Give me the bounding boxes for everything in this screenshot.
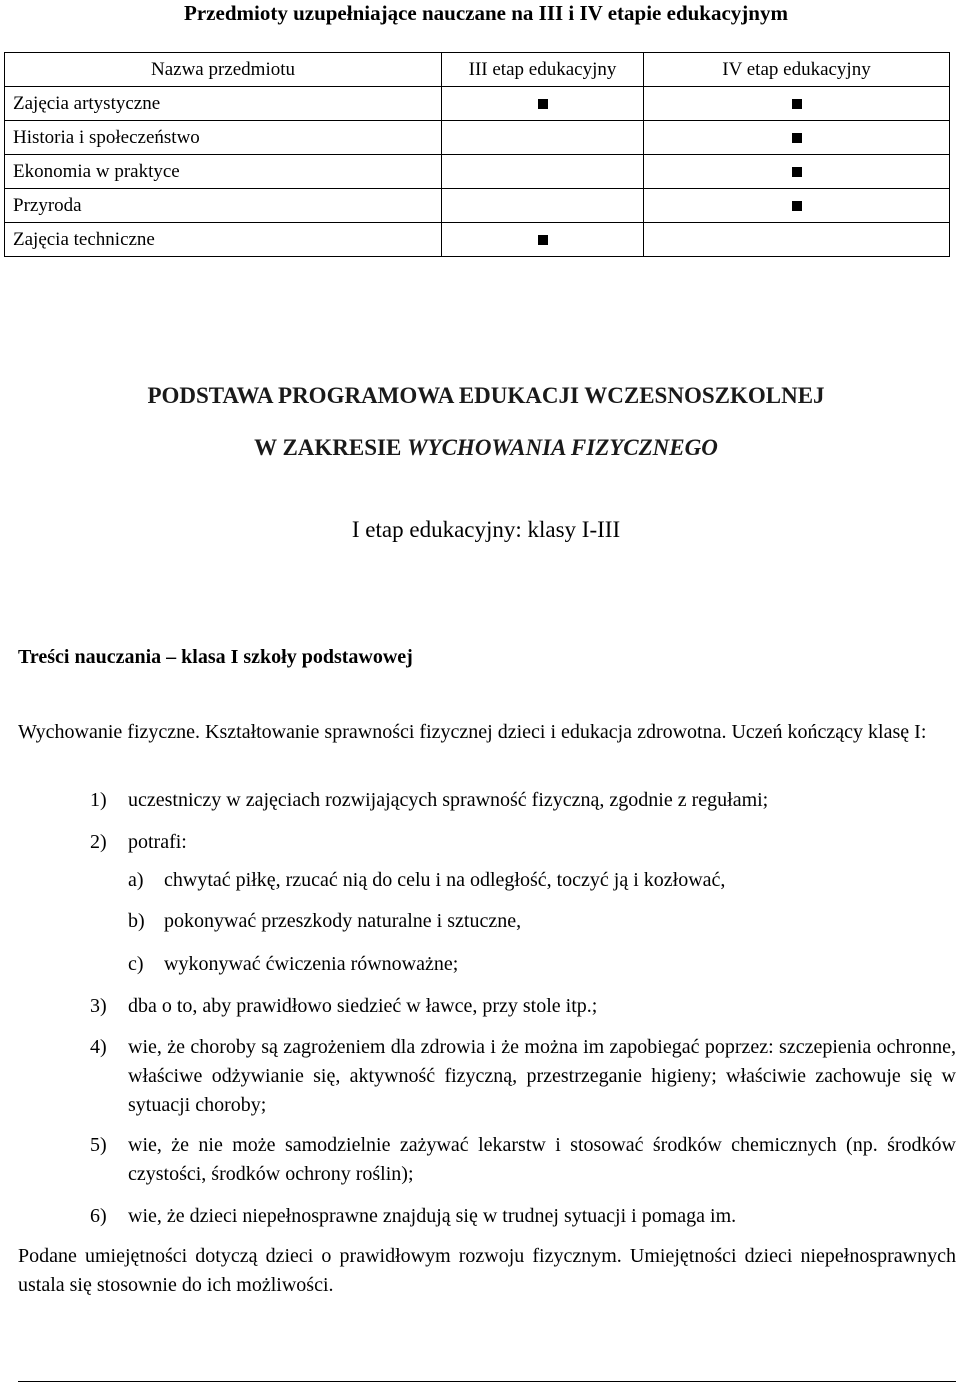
stage-3-cell xyxy=(442,223,644,257)
stage-4-cell xyxy=(644,155,950,189)
sub-list-letter: a) xyxy=(128,869,144,891)
list-number: 2) xyxy=(90,831,107,853)
sub-list-text: wykonywać ćwiczenia równoważne; xyxy=(164,953,459,975)
subject-name: Historia i społeczeństwo xyxy=(5,121,442,155)
header-subject: Nazwa przedmiotu xyxy=(5,53,442,87)
list-number: 5) xyxy=(90,1134,107,1156)
list-number: 1) xyxy=(90,789,107,811)
square-bullet-icon xyxy=(792,167,802,177)
heading-italic: WYCHOWANIA FIZYCZNEGO xyxy=(407,435,718,460)
square-bullet-icon xyxy=(792,201,802,211)
stage-3-cell xyxy=(442,155,644,189)
stage-3-cell xyxy=(442,189,644,223)
subjects-table xyxy=(4,52,950,257)
list-text: wie, że nie może samodzielnie zażywać lekarstw i stosować środków chemicznych (np. środków czystości, środków ochrony roślin); xyxy=(128,1134,956,1185)
list-item xyxy=(90,786,956,815)
list-text: wie, że choroby są zagrożeniem dla zdrowia i że można im zapobiegać poprzez: szczepienia ochronne, właściwe odżywianie się, aktywność fizyczną, przestrzeganie higieny; właściwie zachowuje się w sytuacji choroby; xyxy=(128,1036,956,1116)
sub-list-letter: b) xyxy=(128,910,145,932)
stage-4-cell xyxy=(644,189,950,223)
list-number: 3) xyxy=(90,995,107,1017)
list-text: wie, że dzieci niepełnosprawne znajdują się w trudnej sytuacji i pomaga im. xyxy=(128,1205,737,1227)
table-row xyxy=(5,121,950,155)
square-bullet-icon xyxy=(792,99,802,109)
list-text: dba o to, aby prawidłowo siedzieć w ławce, przy stole itp.; xyxy=(128,995,598,1017)
main-heading-line-2 xyxy=(0,434,960,462)
table-header-row xyxy=(5,53,950,87)
stage-4-cell xyxy=(644,87,950,121)
list-text: uczestniczy w zajęciach rozwijających sprawność fizyczną, zgodnie z regułami; xyxy=(128,789,769,811)
sub-list-text: chwytać piłkę, rzucać nią do celu i na odległość, toczyć ją i kozłować, xyxy=(164,869,726,891)
stage-4-cell xyxy=(644,121,950,155)
subject-name: Zajęcia artystyczne xyxy=(5,87,442,121)
subject-name: Przyroda xyxy=(5,189,442,223)
list-item xyxy=(90,992,956,1021)
stage-4-cell xyxy=(644,223,950,257)
list-number: 6) xyxy=(90,1205,107,1227)
sub-list-text: pokonywać przeszkody naturalne i sztuczne, xyxy=(164,910,522,932)
square-bullet-icon xyxy=(538,99,548,109)
header-stage-3: III etap edukacyjny xyxy=(442,53,644,87)
sub-list-item xyxy=(128,950,956,979)
header-stage-4: IV etap edukacyjny xyxy=(644,53,950,87)
list-number: 4) xyxy=(90,1036,107,1058)
sub-list-item xyxy=(128,907,956,936)
list-item xyxy=(90,1202,956,1231)
sub-list-item xyxy=(128,866,956,895)
table-row xyxy=(5,155,950,189)
heading-prefix: W ZAKRESIE xyxy=(254,435,408,460)
list-item xyxy=(90,828,956,857)
list-item xyxy=(90,1131,956,1189)
sub-list-letter: c) xyxy=(128,953,144,975)
main-heading-line-1: PODSTAWA PROGRAMOWA EDUKACJI WCZESNOSZKOLNEJ xyxy=(147,383,825,408)
square-bullet-icon xyxy=(792,133,802,143)
square-bullet-icon xyxy=(538,235,548,245)
intro-paragraph: Wychowanie fizyczne. Kształtowanie sprawności fizycznej dzieci i edukacja zdrowotna. Uczeń kończący klasę I: xyxy=(18,721,927,743)
subject-name: Ekonomia w praktyce xyxy=(5,155,442,189)
section-title: Treści nauczania – klasa I szkoły podstawowej xyxy=(18,646,413,668)
list-item xyxy=(90,1033,956,1120)
footer-divider xyxy=(18,1381,956,1382)
list-text: potrafi: xyxy=(128,831,187,853)
table-row xyxy=(5,189,950,223)
table-title: Przedmioty uzupełniające nauczane na III i IV etapie edukacyjnym xyxy=(184,1,788,25)
table-row xyxy=(5,223,950,257)
table-row xyxy=(5,87,950,121)
closing-paragraph: Podane umiejętności dotyczą dzieci o prawidłowym rozwoju fizycznym. Umiejętności dzieci niepełnosprawnych ustala się stosownie do ich możliwości. xyxy=(18,1245,956,1296)
stage-subtitle: I etap edukacyjny: klasy I-III xyxy=(351,517,621,542)
stage-3-cell xyxy=(442,121,644,155)
subject-name: Zajęcia techniczne xyxy=(5,223,442,257)
stage-3-cell xyxy=(442,87,644,121)
